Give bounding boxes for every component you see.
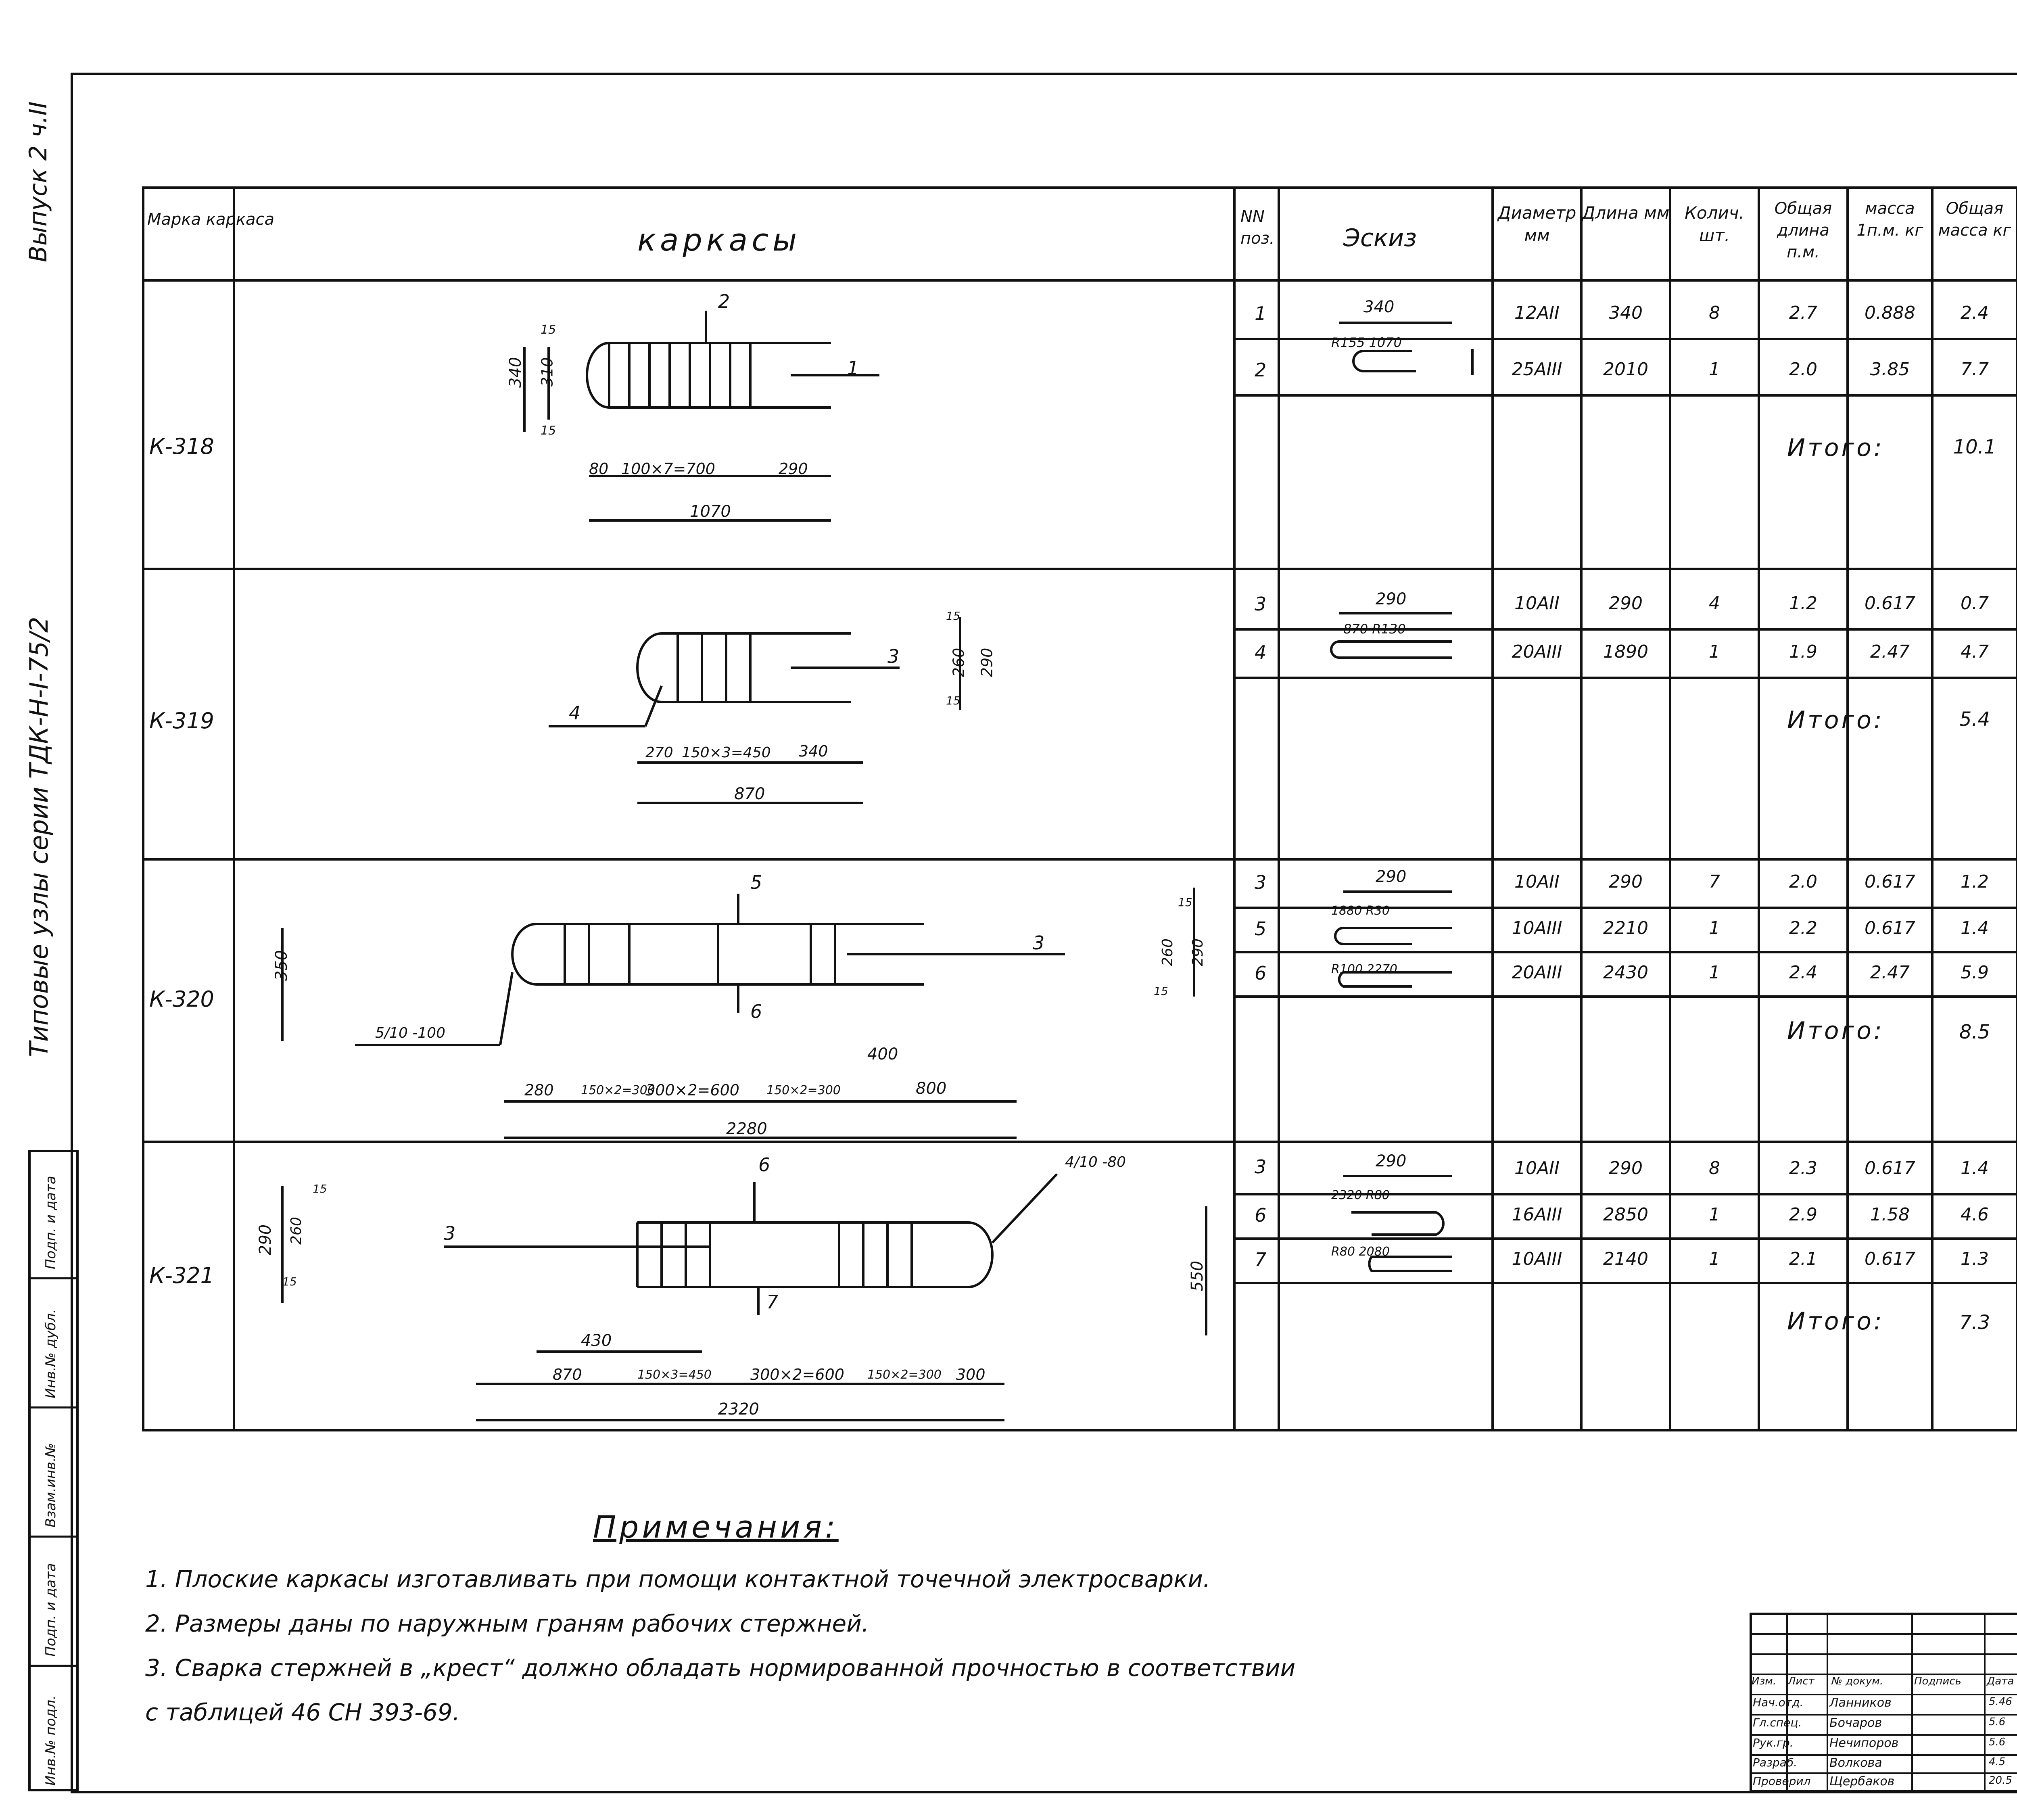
signer-role: Разраб. xyxy=(1753,1756,1798,1769)
header-mark: Марка каркаса xyxy=(147,210,275,229)
frame-mark: К-318 xyxy=(149,434,214,459)
callout: 1 xyxy=(847,357,859,379)
cell-pos: 5 xyxy=(1255,918,1267,940)
leader-label: 5/10 -100 xyxy=(375,1025,445,1041)
cell-total-mass: 1.4 xyxy=(1961,918,1989,938)
signer-name: Бочаров xyxy=(1829,1716,1882,1730)
cell-length: 1890 xyxy=(1603,641,1648,662)
dim-label: 300×2=600 xyxy=(645,1081,739,1099)
dim-label: 15 xyxy=(541,424,556,438)
cell-pos: 2 xyxy=(1255,359,1267,381)
total-label: Итого: xyxy=(1787,1307,1884,1335)
callout: 5 xyxy=(750,871,762,893)
signer-role: Проверил xyxy=(1753,1774,1811,1788)
dim-label: 100×7=700 xyxy=(621,460,715,478)
dim-label: 290 xyxy=(779,460,808,478)
note-item: 1. Плоские каркасы изготавливать при помощи контактной точечной электросварки. xyxy=(145,1565,1211,1593)
cell-total-mass: 0.7 xyxy=(1961,593,1989,614)
dim-label: 80 xyxy=(589,460,609,478)
cell-pos: 3 xyxy=(1255,593,1267,615)
cell-unit-mass: 0.617 xyxy=(1865,1158,1915,1179)
cell-sketch: R80 2080 xyxy=(1331,1245,1390,1259)
cell-total-mass: 2.4 xyxy=(1961,303,1989,323)
total-value: 5.4 xyxy=(1959,708,1990,731)
cell-length: 340 xyxy=(1609,303,1643,323)
signer-date: 5.46 xyxy=(1989,1696,2012,1708)
dim-label: 280 xyxy=(524,1081,554,1099)
cell-total-length: 2.0 xyxy=(1789,871,1817,892)
dim-label: 150×3=450 xyxy=(682,744,771,761)
cell-sketch: 290 xyxy=(1376,867,1407,886)
cell-diameter: 10AIII xyxy=(1512,918,1562,938)
cell-sketch: R100 2270 xyxy=(1331,962,1397,976)
callout: 3 xyxy=(444,1222,456,1244)
cell-length: 2850 xyxy=(1603,1204,1648,1225)
cell-diameter: 20AIII xyxy=(1512,962,1562,983)
cell-diameter: 25AIII xyxy=(1512,359,1562,380)
frame-mark: К-319 xyxy=(149,708,214,733)
dim-label: 340 xyxy=(506,357,525,388)
cell-sketch: R155 1070 xyxy=(1331,335,1402,350)
dim-label: 870 xyxy=(553,1366,582,1383)
cell-total-mass: 4.7 xyxy=(1961,641,1989,662)
cell-unit-mass: 3.85 xyxy=(1870,359,1910,380)
cell-total-mass: 5.9 xyxy=(1961,962,1989,983)
cell-qty: 4 xyxy=(1709,593,1720,614)
header-total-length: Общая длина п.м. xyxy=(1774,199,1832,261)
cell-length: 290 xyxy=(1609,593,1643,614)
callout: 6 xyxy=(750,1001,762,1022)
cell-diameter: 10AII xyxy=(1514,593,1560,614)
cell-total-mass: 1.2 xyxy=(1961,871,1989,892)
dim-label: 260 xyxy=(950,648,968,677)
header-unit-mass: масса 1п.м. кг xyxy=(1856,199,1923,240)
cell-sketch: 290 xyxy=(1376,590,1407,608)
cell-length: 290 xyxy=(1609,871,1643,892)
cell-unit-mass: 2.47 xyxy=(1870,641,1910,662)
sign-header: Дата xyxy=(1987,1675,2014,1687)
note-item: с таблицей 46 СН 393-69. xyxy=(145,1699,460,1726)
dim-label: 430 xyxy=(581,1331,612,1350)
cell-length: 2010 xyxy=(1603,359,1648,380)
note-item: 3. Сварка стержней в „крест“ должно обладать нормированной прочностью в соответствии xyxy=(145,1654,1296,1682)
dim-label: 870 xyxy=(734,785,765,803)
dim-label: 290 xyxy=(256,1224,275,1256)
dim-label: 300 xyxy=(956,1366,986,1383)
callout: 4 xyxy=(569,702,581,724)
cell-diameter: 20AIII xyxy=(1512,641,1562,662)
total-value: 8.5 xyxy=(1959,1021,1990,1043)
cell-diameter: 10AII xyxy=(1514,871,1560,892)
signer-date: 4.5 xyxy=(1989,1756,2006,1768)
cell-total-mass: 4.6 xyxy=(1961,1204,1989,1225)
callout: 6 xyxy=(758,1154,770,1176)
cell-qty: 8 xyxy=(1709,1158,1720,1179)
cell-pos: 6 xyxy=(1255,962,1267,984)
cell-total-length: 2.2 xyxy=(1789,918,1817,938)
cell-total-length: 2.0 xyxy=(1789,359,1817,380)
cell-diameter: 10AII xyxy=(1514,1158,1560,1179)
cell-total-length: 2.4 xyxy=(1789,962,1817,983)
frame-mark: К-321 xyxy=(149,1263,214,1288)
signer-role: Гл.спец. xyxy=(1753,1716,1802,1729)
header-sketch: Эскиз xyxy=(1343,224,1417,252)
cell-total-mass: 1.3 xyxy=(1961,1249,1989,1269)
header-qty: Колич. шт. xyxy=(1685,203,1744,245)
dim-label: 400 xyxy=(867,1045,898,1064)
dim-label: 150×2=300 xyxy=(867,1368,942,1382)
total-label: Итого: xyxy=(1787,1017,1884,1045)
cell-total-length: 1.9 xyxy=(1789,641,1817,662)
cell-unit-mass: 0.617 xyxy=(1865,918,1915,938)
stamp-cell: Подп. и дата xyxy=(43,1176,59,1269)
signer-name: Волкова xyxy=(1829,1756,1882,1770)
dim-label: 260 xyxy=(1159,938,1176,966)
dim-label: 2320 xyxy=(718,1400,759,1419)
cell-length: 2210 xyxy=(1603,918,1648,938)
cell-sketch: 2320 R80 xyxy=(1331,1188,1390,1202)
dim-label: 150×2=300 xyxy=(766,1083,841,1097)
dim-label: 340 xyxy=(799,742,828,760)
total-label: Итого: xyxy=(1787,434,1884,462)
cell-unit-mass: 0.617 xyxy=(1865,871,1915,892)
cell-qty: 7 xyxy=(1709,871,1720,892)
header-total-mass: Общая масса кг xyxy=(1938,199,2011,240)
note-item: 2. Размеры даны по наружным граням рабочих стержней. xyxy=(145,1610,869,1637)
dim-label: 2280 xyxy=(726,1120,767,1138)
cell-length: 2430 xyxy=(1603,962,1648,983)
leader-label: 4/10 -80 xyxy=(1065,1154,1126,1170)
cell-diameter: 10AIII xyxy=(1512,1249,1562,1269)
cell-total-length: 2.9 xyxy=(1789,1204,1817,1225)
frame-mark: К-320 xyxy=(149,986,214,1012)
signer-role: Нач.отд. xyxy=(1753,1696,1804,1709)
cell-length: 290 xyxy=(1609,1158,1643,1179)
cell-length: 2140 xyxy=(1603,1249,1648,1269)
stamp-cell: Инв.№ подл. xyxy=(43,1695,59,1786)
dim-label: 300×2=600 xyxy=(750,1366,844,1383)
cell-unit-mass: 0.888 xyxy=(1865,303,1915,323)
stamp-cell: Инв.№ дубл. xyxy=(43,1309,59,1398)
sign-header: Лист xyxy=(1788,1675,1814,1687)
cell-total-length: 2.3 xyxy=(1789,1158,1817,1179)
stamp-cell: Подп. и дата xyxy=(43,1563,59,1657)
total-value: 7.3 xyxy=(1959,1311,1990,1334)
dim-label: 15 xyxy=(946,609,960,623)
cell-unit-mass: 1.58 xyxy=(1870,1204,1910,1225)
dim-label: 310 xyxy=(538,357,556,387)
cell-qty: 1 xyxy=(1709,359,1720,380)
notes-title: Примечания: xyxy=(593,1509,839,1545)
dim-label: 15 xyxy=(313,1182,327,1195)
signer-date: 5.6 xyxy=(1989,1716,2006,1728)
callout: 3 xyxy=(1033,932,1045,954)
cell-total-length: 2.1 xyxy=(1789,1249,1817,1269)
callout: 7 xyxy=(766,1291,779,1313)
signer-date: 20.5 xyxy=(1989,1774,2012,1787)
dim-label: 15 xyxy=(541,323,556,337)
callout: 2 xyxy=(718,290,730,312)
cell-sketch: 870 R130 xyxy=(1343,621,1406,637)
dim-label: 350 xyxy=(272,950,291,981)
signer-name: Нечипоров xyxy=(1829,1736,1899,1750)
dim-label: 150×3=450 xyxy=(637,1368,712,1382)
sign-header: Подпись xyxy=(1914,1675,1961,1687)
cell-sketch: 290 xyxy=(1376,1152,1407,1170)
stamp-cell: Взам.инв.№ xyxy=(43,1443,59,1527)
cell-pos: 4 xyxy=(1255,641,1267,663)
dim-label: 15 xyxy=(1154,984,1168,998)
cell-unit-mass: 2.47 xyxy=(1870,962,1910,983)
cell-total-length: 1.2 xyxy=(1789,593,1817,614)
cell-unit-mass: 0.617 xyxy=(1865,1249,1915,1269)
dim-label: 15 xyxy=(946,694,960,707)
cell-pos: 1 xyxy=(1255,303,1267,324)
cell-pos: 3 xyxy=(1255,1156,1267,1178)
dim-label: 290 xyxy=(978,648,996,677)
callout: 3 xyxy=(887,646,900,667)
signer-name: Ланников xyxy=(1829,1696,1892,1710)
header-frames: каркасы xyxy=(637,222,801,258)
cell-qty: 1 xyxy=(1709,641,1720,662)
dim-label: 260 xyxy=(288,1217,305,1245)
cell-pos: 7 xyxy=(1255,1249,1267,1270)
dim-label: 270 xyxy=(645,744,673,761)
dim-label: 800 xyxy=(916,1079,947,1098)
header-length: Длина мм xyxy=(1582,203,1670,223)
release-label: Выпуск 2 ч.II xyxy=(24,101,52,262)
dim-label: 550 xyxy=(1188,1260,1207,1292)
total-label: Итого: xyxy=(1787,706,1884,734)
signer-date: 5.6 xyxy=(1989,1736,2006,1748)
cell-qty: 1 xyxy=(1709,962,1720,983)
dim-label: 15 xyxy=(1178,896,1192,909)
dim-label: 150×2=300 xyxy=(581,1083,655,1097)
total-value: 10.1 xyxy=(1953,436,1996,458)
dim-label: 290 xyxy=(1189,938,1206,966)
dim-label: 15 xyxy=(282,1275,297,1288)
cell-total-length: 2.7 xyxy=(1789,303,1817,323)
cell-qty: 1 xyxy=(1709,1204,1720,1225)
header-pos: NN поз. xyxy=(1240,207,1275,248)
cell-sketch: 1880 R30 xyxy=(1331,904,1390,918)
signer-name: Щербаков xyxy=(1829,1774,1895,1789)
cell-sketch: 340 xyxy=(1363,298,1395,316)
cell-pos: 3 xyxy=(1255,871,1267,893)
cell-total-mass: 7.7 xyxy=(1961,359,1989,380)
series-label: Типовые узлы серии ТДК-Н-I-75/2 xyxy=(24,616,54,1057)
cell-qty: 1 xyxy=(1709,918,1720,938)
sign-header: № докум. xyxy=(1831,1675,1883,1687)
cell-qty: 1 xyxy=(1709,1249,1720,1269)
cell-diameter: 12AII xyxy=(1514,303,1560,323)
cell-diameter: 16AIII xyxy=(1512,1204,1562,1225)
cell-qty: 8 xyxy=(1709,303,1720,323)
dim-label: 1070 xyxy=(690,502,731,521)
cell-unit-mass: 0.617 xyxy=(1865,593,1915,614)
sign-header: Изм. xyxy=(1752,1675,1777,1687)
cell-pos: 6 xyxy=(1255,1204,1267,1226)
signer-role: Рук.гр. xyxy=(1753,1736,1794,1749)
header-diameter: Диаметр мм xyxy=(1497,203,1576,245)
cell-total-mass: 1.4 xyxy=(1961,1158,1989,1179)
